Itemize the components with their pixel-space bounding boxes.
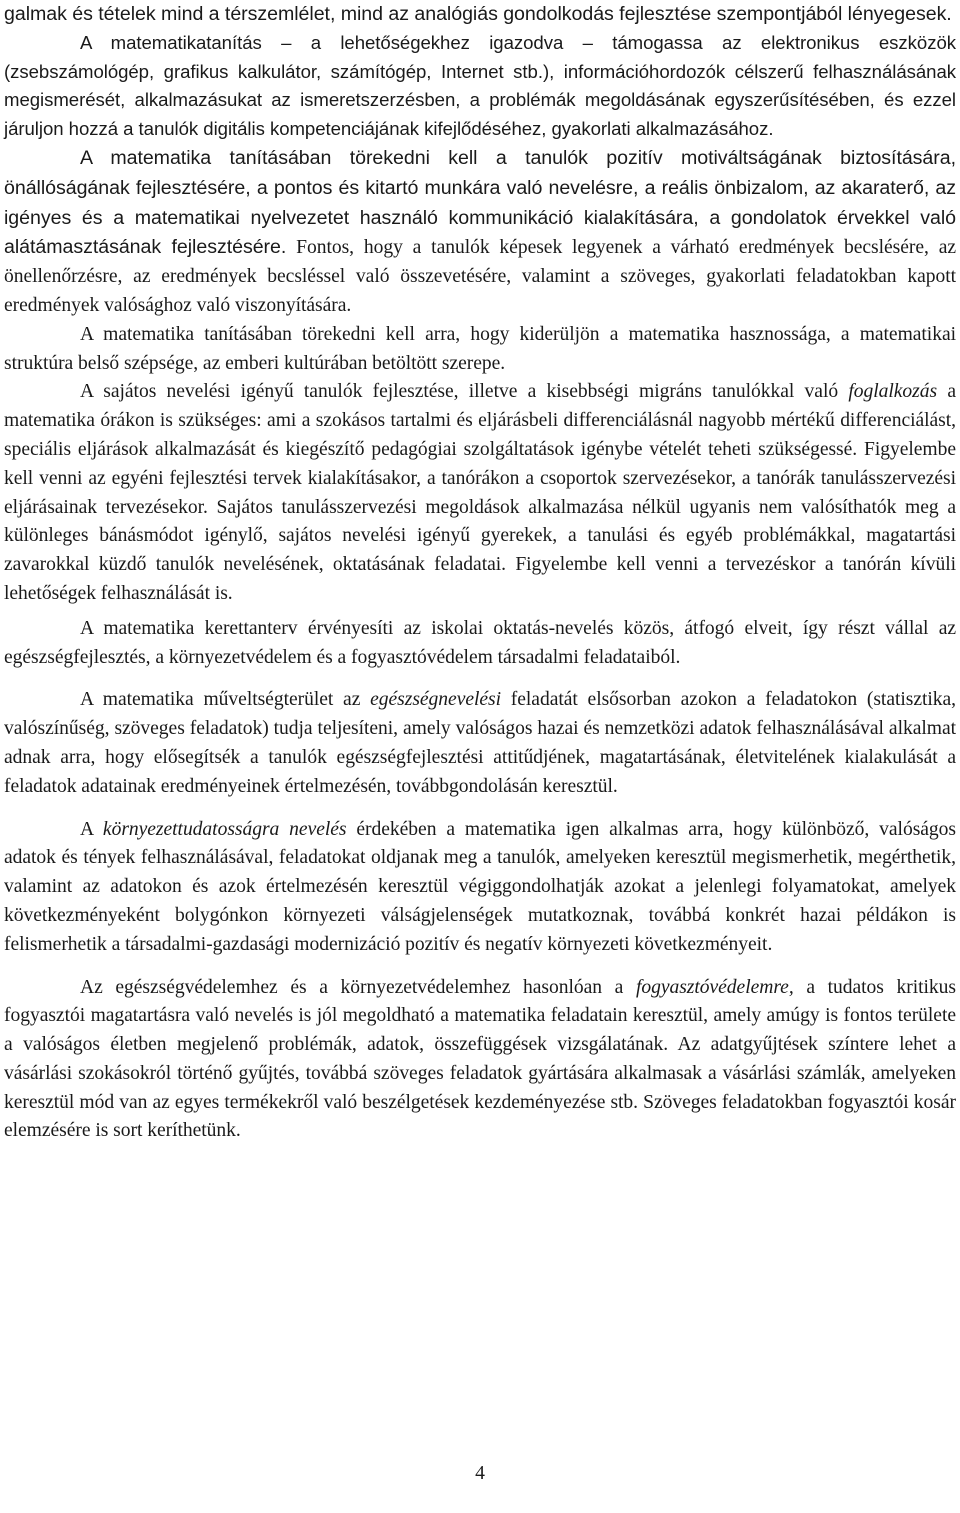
paragraph-text: galmak és tételek mind a térszemlélet, mind az analógiás gondolkodás fejlesztése szempontjából lényegesek. [4, 3, 952, 25]
emphasis-text: környezettudatosságra nevelés [102, 818, 347, 840]
document-body [4, 0, 956, 1146]
paragraph-special-needs [4, 378, 956, 608]
paragraph-usefulness [4, 321, 956, 379]
paragraph-intro-fragment [4, 0, 956, 29]
paragraph-consumer-protection [4, 974, 956, 1147]
paragraph-motivation [4, 144, 956, 321]
page-number: 4 [475, 1463, 485, 1484]
paragraph-text: A matematika műveltségterület az [80, 689, 371, 711]
paragraph-text: Az egészségvédelemhez és a környezetvédelemhez hasonlóan a [80, 976, 636, 998]
paragraph-framework [4, 615, 956, 673]
paragraph-text: A matematika tanításában törekedni kell a tanulók pozitív motiváltságának biztosítására, önállóságának fejlesztésére, a pontos és kitartó munkára való nevelésre, a reális önbizalom, az akaraterő, az igényes és a matematikai nyelvezetet használó kommunikáció kialakítására, a gondolatok érvekkel való alátámasztásának fejlesztésére. [4, 146, 956, 259]
paragraph-text: a tudatos kritikus fogyasztói magatartásra való nevelés is jól megoldható a matematika feladatain keresztül, amely amúgy is fontos területe a valóságos életben megjelenő problémák, adatok, összefüggések vizsgálatának. Az adatgyűjtések színtere lehet a vásárlási szokásokról történő gyűjtés, továbbá szöveges feladatok gyártására alkalmasak a vásárlási számlák, amelyeken keresztül mód van az egyes termékekről való beszélgetések kezdeményezése stb. Szöveges feladatokban fogyasztói kosár elemzésére is sort keríthetünk. [4, 976, 956, 1142]
paragraph-text: feladatát elsősorban azokon a feladatokon (statisztika, valószínűség, szöveges feladatok) tudja teljesíteni, amely valóságos hazai és nemzetközi adatok felhasználásával alkalmat adnak arra, hogy elősegítsék a tanulók egészségfejlesztési attitűdjének, magatartásának, életvitelének kialakulását a feladatok adatainak eredményeinek értelmezésén, továbbgondolásán keresztül. [4, 689, 956, 797]
paragraph-environment [4, 816, 956, 960]
paragraph-health-education [4, 686, 956, 801]
paragraph-text: Fontos, hogy a tanulók képesek legyenek a várható eredmények becslésére, az önellenőrzésre, az eredmények becsléssel való összevetésére, valamint a szöveges, gyakorlati feladatokban kapott eredmények valósághoz való viszonyítására. [4, 237, 956, 316]
paragraph-text: a matematika órákon is szükséges: ami a szokásos tartalmi és eljárásbeli differenciálásnál nagyobb mértékű differenciálást, speciális eljárások alkalmazását és kiegészítő pedagógiai szolgáltatások igénybe vételét teheti szükségessé. Figyelembe kell venni az egyéni fejlesztési tervek kialakításakor, a tanórákon a csoportok szervezésekor, a tanórák tanulásszervezési eljárásainak tervezésekor. Sajátos tanulásszervezési megoldások alkalmazása nélkül ugyanis nem valósíthatók meg a különleges bánásmódot igénylő, sajátos nevelési igényű gyerekek, a tanulási és egyéb problémákkal, magatartási zavarokkal küzdő tanulók nevelésének, oktatásának feladatai. Figyelembe kell venni a tervezéskor a tanórán kívüli lehetőségek felhasználását is. [4, 381, 956, 604]
paragraph-text: A matematika kerettanterv érvényesíti az iskolai oktatás-nevelés közös, átfogó elveit, így részt vállal az egészségfejlesztés, a környezetvédelem és a fogyasztóvédelem társadalmi feladataiból. [4, 617, 956, 668]
emphasis-text: egészségnevelési [370, 689, 501, 711]
paragraph-text: A sajátos nevelési igényű tanulók fejlesztése, illetve a kisebbségi migráns tanulókkal való [80, 381, 849, 403]
paragraph-electronic-tools [4, 29, 956, 144]
paragraph-text: érdekében a matematika igen alkalmas arra, hogy különböző, valóságos adatok és tények felhasználásával, feladatokat oldjanak meg a tanulók, amelyeken keresztül megismerhetik, megérthetik, valamint az adatokon és azok értelmezésén keresztül végiggondolhatják azokat a jelenlegi folyamatokat, amelyek következményeként bolygónkon környezeti válságjelenségek mutatkoznak, továbbá konkrét hazai példákon is felismerhetik a társadalmi-gazdasági modernizáció pozitív és negatív környezeti következményeit. [4, 818, 956, 955]
emphasis-text: fogyasztóvédelemre, [635, 976, 794, 998]
paragraph-text: A [80, 818, 103, 840]
paragraph-text: A matematikatanítás – a lehetőségekhez igazodva – támogassa az elektronikus eszközök (zsebszámológép, grafikus kalkulátor, számítógép, Internet stb.), [4, 31, 956, 82]
paragraph-text: A matematika tanításában törekedni kell arra, hogy kiderüljön a matematika hasznossága, a matematikai struktúra belső szépsége, az emberi kultúrában betöltött szerepe. [4, 323, 956, 374]
paragraph-text: információhordozók célszerű felhasználásának megismerését, alkalmazásukat az ismeretszerzésben, a problémák megoldásának egyszerűsítésében, és ezzel járuljon hozzá a tanulók digitális kompetenciájának kifejlődéséhez, gyakorlati alkalmazásához. [4, 60, 956, 140]
emphasis-text: foglalkozás [848, 381, 938, 403]
